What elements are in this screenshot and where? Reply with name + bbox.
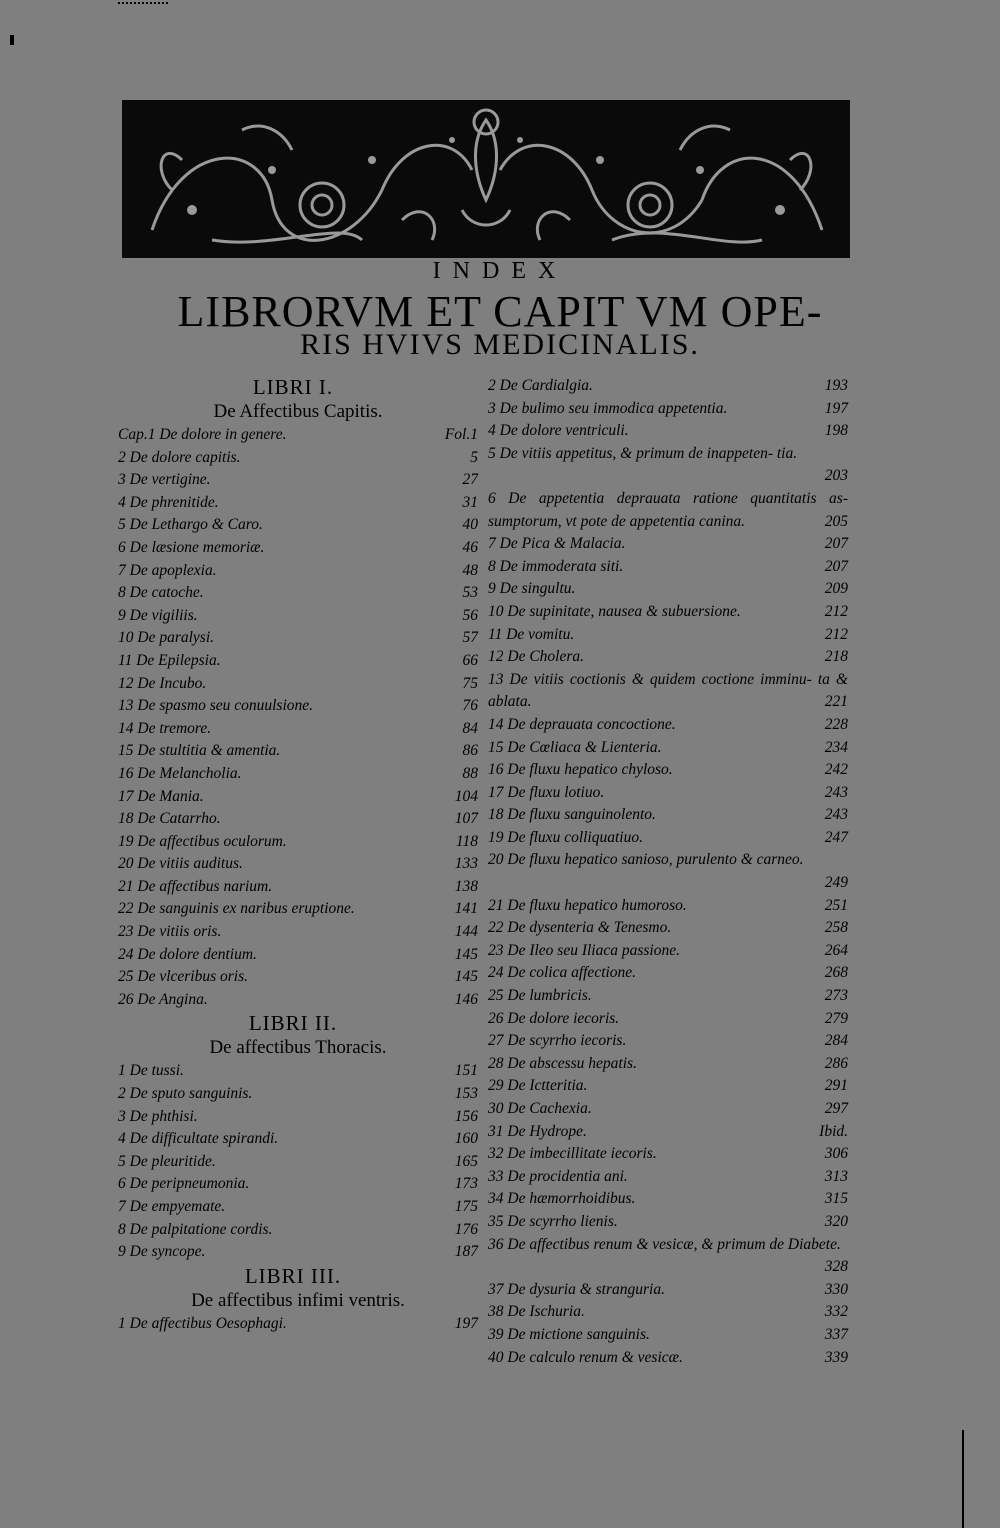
entry-title: 33 De procidentia ani. bbox=[488, 1167, 628, 1185]
entry-title: 25 De vlceribus oris. bbox=[118, 968, 249, 986]
index-entry bbox=[488, 556, 848, 579]
book-1-subheading: De Affectibus Capitis. bbox=[213, 401, 383, 422]
title-line-1: LIBRORVM ET CAPIT VM OPE- bbox=[177, 287, 823, 336]
entry-title: 12 De Incubo. bbox=[118, 674, 207, 692]
entry-page-number: 339 bbox=[824, 1348, 848, 1366]
index-entry bbox=[488, 895, 848, 918]
index-entry bbox=[488, 985, 848, 1008]
entry-page-number: 212 bbox=[824, 625, 848, 643]
index-entry bbox=[118, 537, 478, 560]
entry-title: 4 De phrenitide. bbox=[118, 493, 219, 511]
entry-page-number: 151 bbox=[454, 1062, 478, 1080]
entry-title: 6 De læsione memoriæ. bbox=[118, 538, 265, 556]
entry-title: 27 De scyrrho iecoris. bbox=[488, 1032, 627, 1050]
entry-title: 23 De vitiis oris. bbox=[118, 923, 222, 941]
index-entry bbox=[118, 582, 478, 605]
entry-page-number: 297 bbox=[824, 1100, 848, 1117]
index-entry bbox=[488, 827, 848, 850]
entry-title: 13 De spasmo seu conuulsione. bbox=[118, 697, 314, 715]
index-entry bbox=[488, 1008, 848, 1031]
entry-title: 5 De Lethargo & Caro. bbox=[118, 516, 263, 534]
index-entry bbox=[488, 940, 848, 963]
entry-page-number: 207 bbox=[824, 557, 848, 575]
entry-page-number: 264 bbox=[824, 941, 848, 959]
entry-title: 17 De Mania. bbox=[118, 787, 204, 805]
index-entry bbox=[118, 1219, 478, 1242]
entry-page-number: 249 bbox=[824, 874, 848, 892]
entry-page-number: 218 bbox=[824, 648, 848, 666]
entry-title: 40 De calculo renum & vesicæ. bbox=[488, 1348, 683, 1366]
index-entry bbox=[118, 989, 478, 1012]
entry-page-number: 66 bbox=[462, 651, 478, 669]
index-entry bbox=[488, 1211, 848, 1234]
index-entry bbox=[488, 962, 848, 985]
entry-page-number: 251 bbox=[824, 896, 848, 914]
index-entry bbox=[488, 1188, 848, 1211]
index-entry bbox=[118, 605, 478, 628]
entry-page-number: 273 bbox=[824, 987, 848, 1005]
entry-title: 39 De mictione sanguinis. bbox=[488, 1325, 650, 1343]
entry-page-number: 337 bbox=[824, 1325, 848, 1343]
entry-title: 22 De dysenteria & Tenesmo. bbox=[488, 919, 672, 937]
index-entry bbox=[488, 398, 848, 421]
entry-page-number: 160 bbox=[454, 1130, 478, 1148]
index-entry bbox=[488, 1301, 848, 1324]
entry-title: 37 De dysuria & stranguria. bbox=[488, 1280, 665, 1298]
entry-page-number: 107 bbox=[454, 810, 478, 828]
entry-page-number: 197 bbox=[824, 399, 848, 417]
entry-page-number: 187 bbox=[454, 1243, 478, 1261]
margin-rule bbox=[962, 1430, 964, 1528]
index-entry bbox=[118, 1241, 478, 1264]
entry-title: 28 De abscessu hepatis. bbox=[488, 1054, 637, 1072]
index-entry bbox=[488, 1234, 848, 1279]
entry-page-number: 203 bbox=[824, 467, 848, 485]
left-column bbox=[118, 375, 478, 1335]
entry-page-number: 145 bbox=[454, 945, 478, 963]
entry-page-number: 173 bbox=[454, 1175, 478, 1193]
index-entry bbox=[488, 375, 848, 398]
index-entry bbox=[118, 695, 478, 718]
index-entry bbox=[488, 624, 848, 647]
index-entry bbox=[488, 1075, 848, 1098]
index-entry bbox=[488, 1121, 848, 1144]
entry-page-number: 205 bbox=[824, 512, 848, 530]
entry-title: 35 De scyrrho lienis. bbox=[488, 1212, 618, 1230]
entry-page-number: 193 bbox=[824, 377, 848, 394]
entry-title: 8 De immoderata siti. bbox=[488, 557, 624, 575]
entry-page-number: Fol.1 bbox=[444, 426, 478, 443]
entry-title: 15 De stultitia & amentia. bbox=[118, 742, 281, 760]
index-entry bbox=[488, 849, 848, 894]
entry-title: 23 De Ileo seu Iliaca passione. bbox=[488, 941, 680, 959]
entry-title: 14 De tremore. bbox=[118, 719, 212, 737]
index-entry bbox=[488, 578, 848, 601]
index-entry bbox=[488, 1030, 848, 1053]
index-entry bbox=[118, 469, 478, 492]
index-entry bbox=[118, 718, 478, 741]
index-entry bbox=[118, 853, 478, 876]
book-1-entries bbox=[118, 424, 478, 1011]
entry-page-number: 84 bbox=[462, 719, 478, 737]
entry-page-number: 313 bbox=[824, 1167, 848, 1185]
index-entry bbox=[118, 808, 478, 831]
entry-title: 13 De vitiis coctionis & quidem coctione imminu- ta & ablata. bbox=[488, 670, 848, 711]
entry-title: 3 De bulimo seu immodica appetentia. bbox=[488, 399, 728, 417]
index-entry bbox=[488, 782, 848, 805]
entry-title: 2 De Cardialgia. bbox=[488, 377, 593, 394]
entry-title: 10 De supinitate, nausea & subuersione. bbox=[488, 602, 741, 620]
entry-title: 10 De paralysi. bbox=[118, 629, 215, 647]
book-1-heading: LIBRI I. bbox=[252, 375, 334, 399]
index-entry bbox=[118, 876, 478, 899]
index-entry bbox=[488, 488, 848, 533]
entry-title: 11 De vomitu. bbox=[488, 625, 575, 643]
entry-title: 32 De imbecillitate iecoris. bbox=[488, 1145, 657, 1163]
entry-title: 26 De dolore iecoris. bbox=[488, 1009, 620, 1027]
entry-title: 9 De vigiliis. bbox=[118, 606, 198, 624]
entry-title: 2 De sputo sanguinis. bbox=[118, 1085, 253, 1103]
decorative-headpiece bbox=[122, 100, 850, 258]
entry-page-number: 176 bbox=[454, 1220, 478, 1238]
entry-title: 21 De affectibus narium. bbox=[118, 877, 273, 895]
entry-page-number: 31 bbox=[462, 493, 478, 511]
index-entry bbox=[488, 669, 848, 714]
entry-page-number: 104 bbox=[454, 787, 478, 805]
index-entry bbox=[118, 763, 478, 786]
book-2-heading: LIBRI II. bbox=[248, 1011, 338, 1036]
index-entry bbox=[488, 1053, 848, 1076]
index-entry bbox=[488, 1279, 848, 1302]
entry-page-number: 57 bbox=[462, 629, 478, 647]
entry-page-number: 175 bbox=[454, 1198, 478, 1215]
index-entry bbox=[488, 443, 848, 488]
entry-page-number: 320 bbox=[824, 1212, 848, 1230]
index-entry bbox=[118, 1173, 478, 1196]
entry-title: 19 De fluxu colliquatiuo. bbox=[488, 828, 643, 846]
index-entry bbox=[118, 1106, 478, 1129]
index-entry bbox=[118, 1151, 478, 1174]
entry-page-number: 27 bbox=[462, 471, 478, 489]
entry-page-number: 141 bbox=[454, 900, 478, 918]
index-entry bbox=[488, 646, 848, 669]
index-entry bbox=[488, 714, 848, 737]
entry-title: 4 De dolore ventriculi. bbox=[488, 422, 629, 440]
entry-page-number: 291 bbox=[824, 1077, 848, 1095]
entry-page-number: 153 bbox=[454, 1085, 478, 1103]
entry-title: 29 De Ictteritia. bbox=[488, 1077, 588, 1095]
index-entry bbox=[118, 1128, 478, 1151]
book-3-heading: LIBRI III. bbox=[244, 1263, 342, 1288]
index-entry bbox=[488, 759, 848, 782]
book-3-entries-continued bbox=[488, 375, 848, 1369]
entry-page-number: 284 bbox=[824, 1032, 848, 1050]
index-entry bbox=[118, 831, 478, 854]
entry-page-number: 138 bbox=[454, 877, 478, 895]
entry-page-number: 40 bbox=[462, 516, 478, 534]
entry-title: 9 De singultu. bbox=[488, 580, 576, 598]
index-entry bbox=[118, 1083, 478, 1106]
entry-title: 12 De Cholera. bbox=[488, 648, 585, 666]
entry-title: 36 De affectibus renum & vesicæ, & primum de Diabete. bbox=[488, 1235, 841, 1253]
index-entry bbox=[488, 1098, 848, 1121]
entry-page-number: 247 bbox=[824, 828, 848, 846]
entry-title: 11 De Epilepsia. bbox=[118, 651, 221, 669]
entry-title: 17 De fluxu lotiuo. bbox=[488, 783, 605, 801]
entry-page-number: 221 bbox=[824, 693, 848, 711]
entry-page-number: 144 bbox=[454, 923, 478, 941]
index-entry bbox=[118, 1196, 478, 1219]
entry-page-number: 75 bbox=[462, 674, 478, 692]
entry-title: 38 De Ischuria. bbox=[488, 1303, 585, 1321]
index-entry bbox=[488, 533, 848, 556]
entry-title: 14 De deprauata concoctione. bbox=[488, 715, 676, 733]
entry-page-number: 118 bbox=[455, 832, 478, 850]
entry-title: 2 De dolore capitis. bbox=[118, 448, 241, 466]
entry-title: 15 De Cœliaca & Lienteria. bbox=[488, 738, 662, 756]
entry-title: 18 De fluxu sanguinolento. bbox=[488, 806, 656, 824]
entry-page-number: 88 bbox=[462, 764, 478, 782]
entry-title: 22 De sanguinis ex naribus eruptione. bbox=[118, 900, 355, 918]
index-entry bbox=[118, 673, 478, 696]
entry-page-number: 243 bbox=[824, 806, 848, 824]
corner-mark bbox=[10, 35, 14, 45]
entry-page-number: 258 bbox=[824, 919, 848, 937]
entry-title: 1 De tussi. bbox=[118, 1062, 184, 1080]
entry-page-number: 234 bbox=[824, 738, 848, 756]
entry-title: 34 De hæmorrhoidibus. bbox=[488, 1190, 636, 1208]
entry-page-number: 207 bbox=[824, 535, 848, 553]
index-entry bbox=[488, 1143, 848, 1166]
entry-title: 16 De Melancholia. bbox=[118, 764, 242, 782]
index-entry bbox=[118, 921, 478, 944]
entry-page-number: 332 bbox=[824, 1303, 848, 1321]
index-entry bbox=[118, 966, 478, 989]
index-entry bbox=[118, 1060, 478, 1083]
entry-title: 31 De Hydrope. bbox=[488, 1122, 587, 1140]
index-entry bbox=[118, 944, 478, 967]
entry-title: 8 De palpitatione cordis. bbox=[118, 1220, 273, 1238]
entry-page-number: 286 bbox=[824, 1054, 848, 1072]
index-entry bbox=[118, 627, 478, 650]
entry-page-number: 76 bbox=[462, 697, 478, 715]
entry-page-number: 209 bbox=[824, 580, 848, 598]
index-entry bbox=[118, 1313, 478, 1336]
entry-page-number: 53 bbox=[462, 584, 478, 602]
book-3-entries bbox=[118, 1313, 478, 1336]
entry-title: 3 De vertigine. bbox=[118, 471, 211, 489]
entry-page-number: 197 bbox=[454, 1314, 478, 1332]
entry-title: 26 De Angina. bbox=[118, 990, 208, 1008]
index-heading: INDEX bbox=[432, 258, 568, 284]
entry-title: 7 De empyemate. bbox=[118, 1198, 226, 1215]
index-entry bbox=[488, 1347, 848, 1370]
entry-page-number: 145 bbox=[454, 968, 478, 986]
printer-mark bbox=[118, 2, 168, 8]
headpiece-ornament-icon bbox=[122, 100, 850, 258]
entry-page-number: 315 bbox=[824, 1190, 848, 1208]
entry-title: 16 De fluxu hepatico chyloso. bbox=[488, 761, 673, 779]
index-entry bbox=[488, 601, 848, 624]
entry-title: 24 De colica affectione. bbox=[488, 964, 637, 982]
index-entry bbox=[488, 917, 848, 940]
entry-page-number: 306 bbox=[824, 1145, 848, 1163]
entry-title: 30 De Cachexia. bbox=[488, 1100, 592, 1117]
entry-title: 6 De appetentia deprauata ratione quantitatis as- sumptorum, vt pote de appetentia canina. bbox=[488, 489, 848, 530]
entry-title: 5 De vitiis appetitus, & primum de inappeten- tia. bbox=[488, 444, 798, 462]
entry-title: 21 De fluxu hepatico humoroso. bbox=[488, 896, 687, 914]
entry-page-number: 165 bbox=[454, 1152, 478, 1170]
index-entry bbox=[488, 1324, 848, 1347]
entry-title: Cap.1 De dolore in genere. bbox=[118, 426, 287, 443]
book-2-entries bbox=[118, 1060, 478, 1263]
index-entry bbox=[488, 1166, 848, 1189]
index-entry bbox=[118, 786, 478, 809]
entry-page-number: 198 bbox=[824, 422, 848, 440]
entry-page-number: Ibid. bbox=[819, 1122, 848, 1140]
index-entry bbox=[118, 560, 478, 583]
title-line-2: RIS HVIVS MEDICINALIS. bbox=[300, 328, 700, 361]
entry-title: 20 De fluxu hepatico sanioso, purulento & carneo. bbox=[488, 851, 804, 869]
index-entry bbox=[488, 737, 848, 760]
entry-title: 19 De affectibus oculorum. bbox=[118, 832, 287, 850]
entry-page-number: 328 bbox=[824, 1258, 848, 1276]
index-entry bbox=[488, 804, 848, 827]
entry-page-number: 268 bbox=[824, 964, 848, 982]
entry-page-number: 133 bbox=[454, 855, 478, 873]
entry-title: 5 De pleuritide. bbox=[118, 1152, 216, 1170]
entry-title: 6 De peripneumonia. bbox=[118, 1175, 250, 1193]
entry-page-number: 228 bbox=[824, 715, 848, 733]
index-entry bbox=[118, 650, 478, 673]
right-column bbox=[488, 375, 848, 1369]
entry-title: 24 De dolore dentium. bbox=[118, 945, 257, 963]
entry-title: 7 De apoplexia. bbox=[118, 561, 217, 579]
entry-page-number: 46 bbox=[462, 538, 478, 556]
index-entry bbox=[118, 740, 478, 763]
entry-page-number: 86 bbox=[462, 742, 478, 760]
entry-page-number: 243 bbox=[824, 783, 848, 801]
entry-page-number: 146 bbox=[454, 990, 478, 1008]
entry-page-number: 279 bbox=[824, 1009, 848, 1027]
book-2-subheading: De affectibus Thoracis. bbox=[209, 1037, 387, 1059]
index-entry bbox=[118, 898, 478, 921]
entry-title: 8 De catoche. bbox=[118, 584, 204, 602]
entry-title: 25 De lumbricis. bbox=[488, 987, 592, 1005]
entry-page-number: 5 bbox=[470, 448, 478, 466]
entry-title: 20 De vitiis auditus. bbox=[118, 855, 243, 873]
book-3-subheading: De affectibus infimi ventris. bbox=[191, 1289, 405, 1311]
entry-page-number: 48 bbox=[462, 561, 478, 579]
entry-title: 7 De Pica & Malacia. bbox=[488, 535, 626, 553]
entry-page-number: 242 bbox=[824, 761, 848, 779]
entry-title: 18 De Catarrho. bbox=[118, 810, 221, 828]
entry-page-number: 56 bbox=[462, 606, 478, 624]
index-entry bbox=[118, 492, 478, 515]
entry-title: 9 De syncope. bbox=[118, 1243, 206, 1261]
entry-title: 4 De difficultate spirandi. bbox=[118, 1130, 279, 1148]
entry-page-number: 212 bbox=[824, 602, 848, 620]
index-entry bbox=[118, 424, 478, 447]
index-entry bbox=[118, 514, 478, 537]
entry-page-number: 330 bbox=[824, 1280, 848, 1298]
index-entry bbox=[118, 447, 478, 470]
index-entry bbox=[488, 420, 848, 443]
entry-title: 1 De affectibus Oesophagi. bbox=[118, 1314, 287, 1332]
entry-title: 3 De phthisi. bbox=[118, 1107, 198, 1125]
entry-page-number: 156 bbox=[454, 1107, 478, 1125]
